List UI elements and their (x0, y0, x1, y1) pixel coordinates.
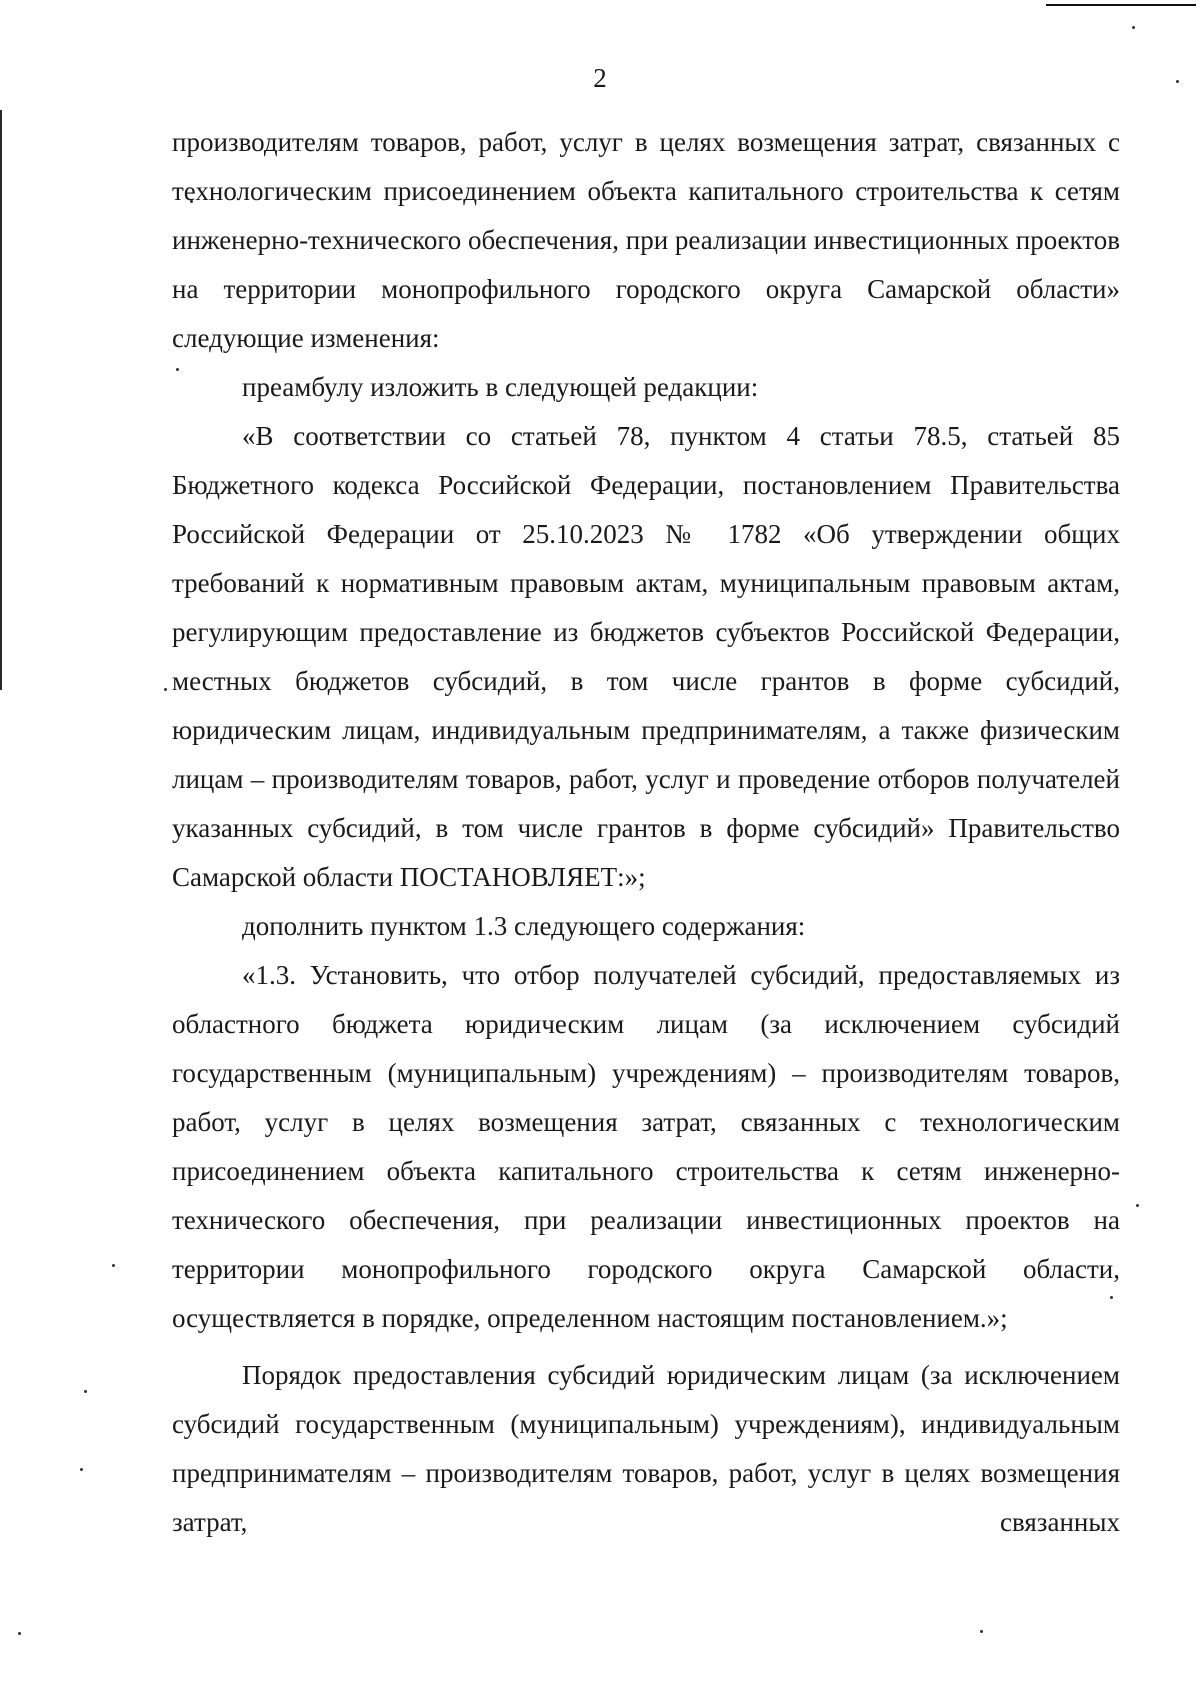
paragraph-procedure-title: Порядок предоставления субсидий юридическим лицам (за исключением субсидий государственным (муниципальным) учреждениям), индивидуальным предпринимателям – производителям товаров, работ, услуг в целях возмещения затрат, связанных (172, 1360, 1120, 1537)
page-number: 2 (593, 63, 607, 93)
scan-speck (1132, 26, 1135, 29)
paragraph-preamble-instruction: преамбулу изложить в следующей редакции: (242, 372, 759, 402)
scan-speck (84, 1390, 87, 1393)
scan-edge-line (1046, 4, 1196, 6)
paragraph-preamble-text: «В соответствии со статьей 78, пунктом 4 статьи 78.5, статьей 85 Бюджетного кодекса Российской Федерации, постановлением Правительства Российской Федерации от 25.10.2023 № 1782 «Об утверждении общих требований к нормативным правовым актам, муниципальным правовым актам, регулирующим предоставление из бюджетов субъектов Российской Федерации, местных бюджетов субсидий, в том числе грантов в форме субсидий, юридическим лицам, индивидуальным предпринимателям, а также физическим лицам – производителям товаров, работ, услуг и проведение отборов получателей указанных субсидий, в том числе грантов в форме субсидий» Правительство Самарской области ПОСТАНОВЛЯЕТ:»; (172, 421, 1120, 892)
paragraph-continuation: производителям товаров, работ, услуг в целях возмещения затрат, связанных с технологическим присоединением объекта капитального строительства к сетям инженерно-технического обеспечения, при реализации инвестиционных проектов на территории монопрофильного городского округа Самарской области» следующие изменения: (172, 127, 1120, 353)
scan-speck (164, 688, 167, 691)
scan-speck (112, 1264, 115, 1267)
paragraph-clause-1-3: «1.3. Установить, что отбор получателей субсидий, предоставляемых из областного бюджета юридическим лицам (за исключением субсидий государственным (муниципальным) учреждениям) – производителям товаров, работ, услуг в целях возмещения затрат, связанных с технологическим присоединением объекта капитального строительства к сетям инженерно-технического обеспечения, при реализации инвестиционных проектов на территории монопрофильного городского округа Самарской области, осуществляется в порядке, определенном настоящим постановлением.»; (172, 960, 1120, 1333)
scan-speck (1136, 1204, 1139, 1207)
scan-speck (980, 1630, 983, 1633)
paragraph-amend-instruction: дополнить пунктом 1.3 следующего содержания: (242, 911, 806, 941)
scan-speck (80, 1468, 83, 1471)
scan-speck (18, 1632, 21, 1635)
scan-edge-left (0, 110, 2, 690)
document-body (172, 118, 1120, 1547)
